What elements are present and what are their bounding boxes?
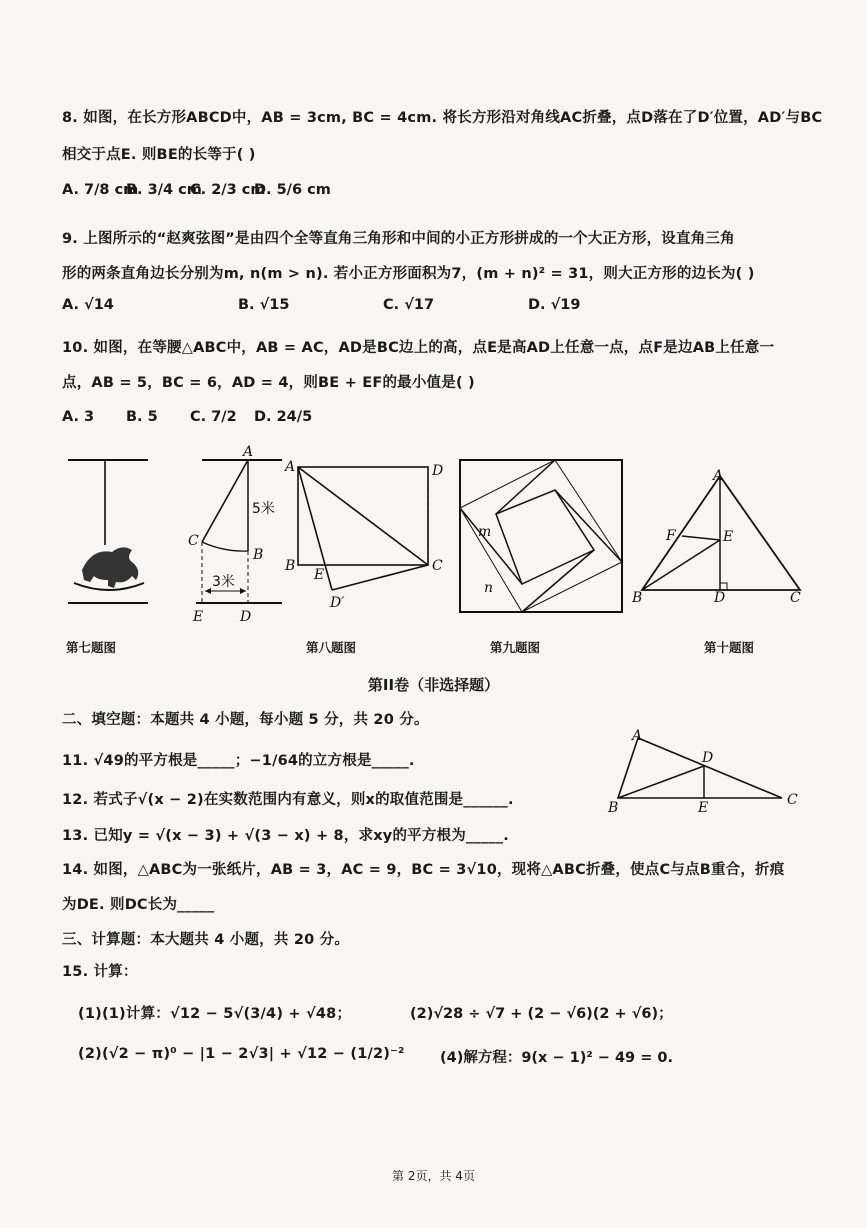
q14-line2: 为DE. 则DC长为_____ — [62, 897, 215, 913]
fig9-caption: 第九题图 — [490, 640, 541, 655]
q13: 13. 已知y = √(x − 3) + √(3 − x) + 8，求xy的平方根为_____. — [62, 828, 509, 844]
q15-part2: (2)√28 ÷ √7 + (2 − √6)(2 + √6)； — [410, 1006, 673, 1022]
part2-heading: 二、填空题：本题共 4 小题，每小题 5 分，共 20 分。 — [62, 712, 429, 728]
q10-line2: 点，AB = 5，BC = 6，AD = 4，则BE + EF的最小值是( ) — [62, 375, 475, 391]
q9-line2: 形的两条直角边长分别为m, n(m > n). 若小正方形面积为7，(m + n)² = 31，则大正方形的边长为( ) — [62, 266, 755, 282]
q8-line1: 8. 如图，在长方形ABCD中，AB = 3cm, BC = 4cm. 将长方形沿对角线AC折叠，点D落在了D′位置，AD′与BC — [62, 110, 823, 126]
figure-14 — [604, 728, 804, 818]
fig7-label-a: A — [243, 444, 254, 460]
fig7-label-5m: 5米 — [252, 501, 275, 517]
fig7-label-d: D — [240, 609, 252, 625]
fig8-caption: 第八题图 — [306, 640, 357, 655]
q10-option-b: B. 5 — [126, 409, 158, 425]
rocking-horse-icon — [74, 547, 144, 590]
fig8-label-a: A — [285, 459, 296, 475]
fig9-label-n: n — [484, 580, 494, 596]
q9-option-d: D. √19 — [528, 297, 581, 313]
fig10-label-e: E — [723, 529, 734, 545]
fig8-label-c: C — [432, 558, 443, 574]
fig8-label-b: B — [285, 558, 296, 574]
q8-option-c: C. 2/3 cm — [190, 182, 266, 198]
q15-heading: 15. 计算： — [62, 964, 138, 980]
fig14-label-e: E — [698, 800, 709, 816]
fig10-label-d: D — [714, 590, 726, 606]
fig14-label-d: D — [702, 750, 714, 766]
page-footer: 第 2页，共 4页 — [392, 1169, 475, 1183]
figure-7 — [60, 445, 275, 630]
figure-9 — [458, 458, 626, 616]
q8-option-d: D. 5/6 cm — [254, 182, 331, 198]
fig14-label-b: B — [608, 800, 619, 816]
part3-heading: 三、计算题：本大题共 4 小题，共 20 分。 — [62, 932, 350, 948]
fig10-label-b: B — [632, 590, 643, 606]
q10-option-d: D. 24/5 — [254, 409, 313, 425]
q10-option-c: C. 7/2 — [190, 409, 237, 425]
fig14-label-c: C — [787, 792, 798, 808]
fig7-label-3m: 3米 — [212, 574, 235, 590]
fig7-label-b: B — [253, 547, 264, 563]
q15-part3: (2)(√2 − π)⁰ − |1 − 2√3| + √12 − (1/2)⁻² — [78, 1046, 405, 1062]
fig8-label-e: E — [314, 567, 325, 583]
q15-part4: (4)解方程：9(x − 1)² − 49 = 0. — [440, 1050, 673, 1066]
section-title: 第II卷（非选择题） — [367, 676, 500, 694]
q9-line1: 9. 上图所示的“赵爽弦图”是由四个全等直角三角形和中间的小正方形拼成的一个大正方形，设直角三角 — [62, 231, 735, 247]
fig9-label-m: m — [478, 524, 492, 540]
figure-10 — [630, 468, 810, 608]
fig10-caption: 第十题图 — [704, 640, 755, 655]
fig10-label-a: A — [713, 468, 724, 484]
fig7-label-c: C — [188, 533, 199, 549]
figure-8 — [280, 455, 450, 615]
q12: 12. 若式子√(x − 2)在实数范围内有意义，则x的取值范围是______. — [62, 792, 514, 808]
q8-option-a: A. 7/8 cm — [62, 182, 139, 198]
q9-option-b: B. √15 — [238, 297, 290, 313]
q9-option-c: C. √17 — [383, 297, 435, 313]
fig14-label-a: A — [632, 728, 643, 744]
q10-option-a: A. 3 — [62, 409, 95, 425]
q11: 11. √49的平方根是_____；−1/64的立方根是_____. — [62, 753, 415, 769]
fig7-caption: 第七题图 — [66, 640, 117, 655]
q10-line1: 10. 如图，在等腰△ABC中，AB = AC，AD是BC边上的高，点E是高AD上任意一点，点F是边AB上任意一 — [62, 340, 775, 356]
fig7-label-e: E — [193, 609, 204, 625]
q9-option-a: A. √14 — [62, 297, 114, 313]
q8-option-b: B. 3/4 cm — [126, 182, 202, 198]
q15-part1: (1)(1)计算：√12 − 5√(3/4) + √48； — [78, 1006, 352, 1022]
q14-line1: 14. 如图，△ABC为一张纸片，AB = 3，AC = 9，BC = 3√10，现将△ABC折叠，使点C与点B重合，折痕 — [62, 862, 785, 878]
fig8-label-d-prime: D′ — [330, 595, 345, 611]
fig8-label-d: D — [432, 463, 444, 479]
fig10-label-c: C — [790, 590, 801, 606]
q8-line2: 相交于点E. 则BE的长等于( ) — [62, 147, 256, 163]
fig10-label-f: F — [666, 528, 676, 544]
